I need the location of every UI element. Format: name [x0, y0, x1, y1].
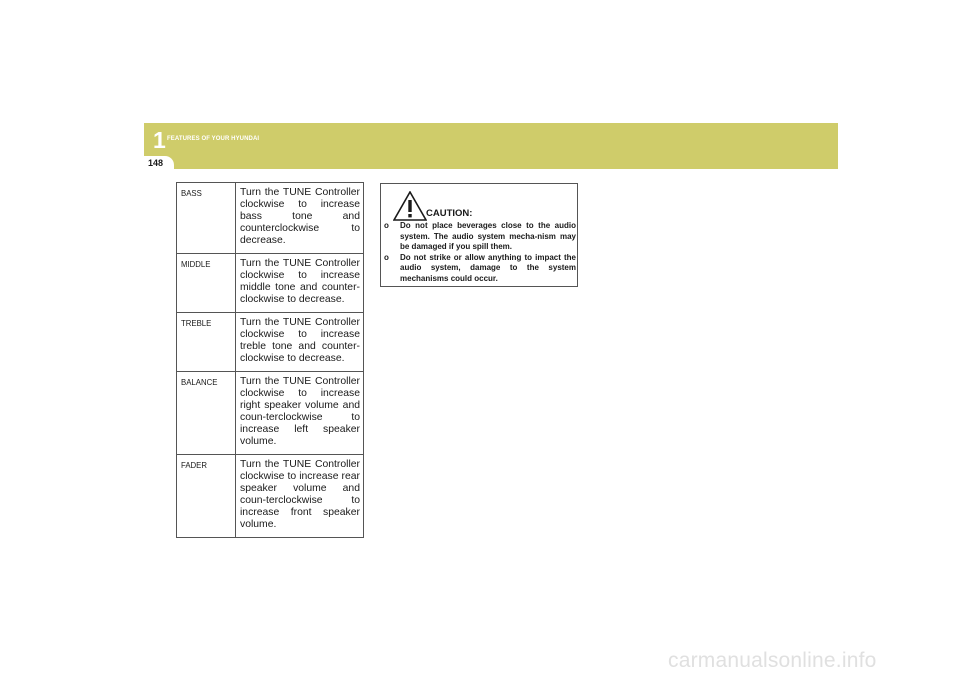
- setting-label: BASS: [177, 183, 236, 254]
- table-row: [177, 313, 364, 372]
- setting-label: FADER: [177, 455, 236, 538]
- table-row: [177, 455, 364, 538]
- setting-label: MIDDLE: [177, 254, 236, 313]
- bullet: o: [384, 221, 389, 230]
- chapter-title: FEATURES OF YOUR HYUNDAI: [167, 136, 260, 142]
- setting-description: Turn the TUNE Controller clockwise to increase rear speaker volume and coun-terclockwise to increase front speaker volume.: [236, 455, 364, 538]
- audio-settings-table: [176, 182, 364, 538]
- chapter-number: 1: [153, 127, 166, 153]
- setting-label: BALANCE: [177, 372, 236, 455]
- bullet: o: [384, 252, 389, 262]
- setting-description: Turn the TUNE Controller clockwise to increase bass tone and counterclockwise to decrease.: [236, 183, 364, 254]
- caution-text: Do not strike or allow anything to impact the audio system, damage to the system mechanisms could occur.: [400, 252, 576, 283]
- setting-description: Turn the TUNE Controller clockwise to increase right speaker volume and coun-terclockwise to increase left speaker volume.: [236, 372, 364, 455]
- setting-description: Turn the TUNE Controller clockwise to increase treble tone and counter-clockwise to decrease.: [236, 313, 364, 372]
- header-band: [144, 123, 838, 169]
- caution-list: [384, 221, 576, 284]
- list-item: [384, 253, 576, 285]
- page-number: 148: [148, 158, 164, 168]
- caution-title: CAUTION:: [426, 208, 473, 219]
- caution-text: Do not place beverages close to the audio system. The audio system mecha-nism may be damaged if you spill them.: [400, 221, 576, 251]
- warning-triangle-icon: [393, 191, 427, 221]
- caution-box: [380, 183, 578, 287]
- setting-label: TREBLE: [177, 313, 236, 372]
- watermark: carmanualsonline.info: [668, 649, 877, 672]
- table-row: [177, 254, 364, 313]
- list-item: [384, 221, 576, 253]
- table-row: [177, 183, 364, 254]
- setting-description: Turn the TUNE Controller clockwise to increase middle tone and counter-clockwise to decrease.: [236, 254, 364, 313]
- table-row: [177, 372, 364, 455]
